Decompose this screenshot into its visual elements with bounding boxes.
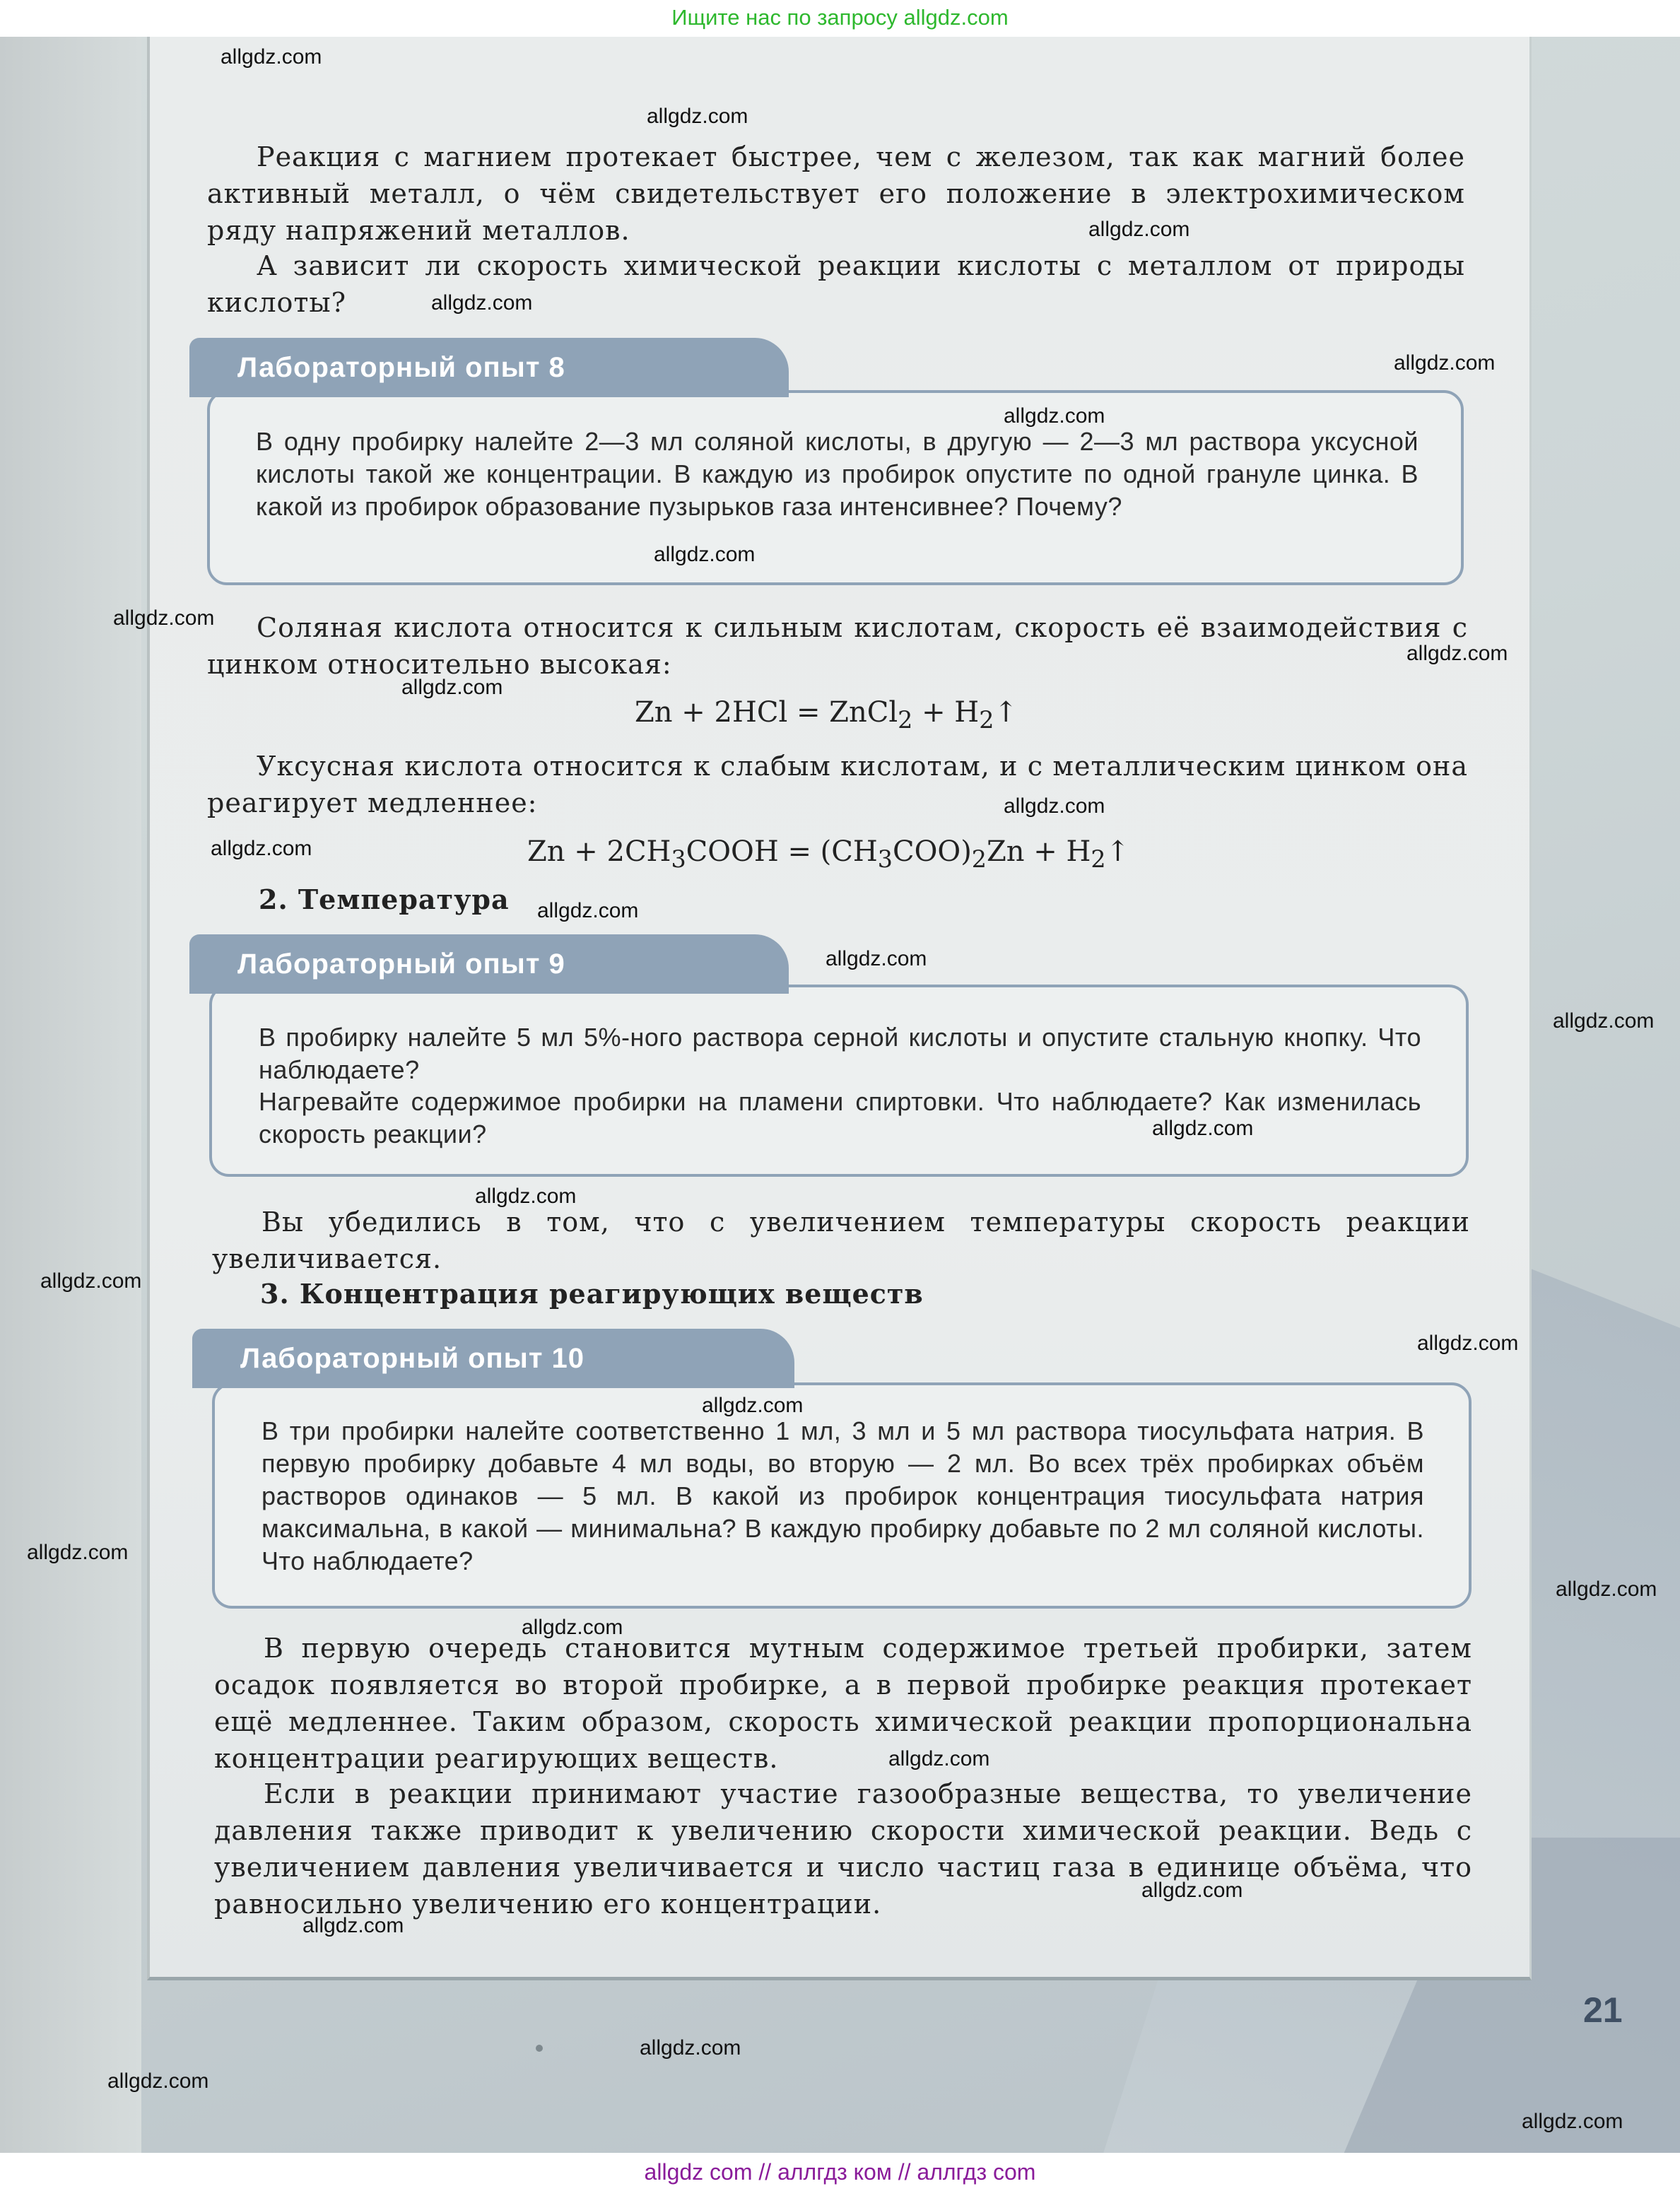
watermark: allgdz.com: [640, 2036, 741, 2060]
paragraph-acetic: Уксусная кислота относится к слабым кислотам, и с металлическим цинком она реагирует медленнее:: [207, 751, 1468, 818]
watermark: allgdz.com: [1141, 1879, 1243, 1902]
watermark: allgdz.com: [1394, 351, 1496, 375]
formula-zn-hcl: Zn + 2HCl = ZnCl$_2$ + $H_2↑$: [635, 696, 1018, 734]
watermark: allgdz.com: [888, 1747, 990, 1770]
watermark: allgdz.com: [1417, 1332, 1519, 1355]
watermark: allgdz.com: [211, 837, 312, 860]
watermark: allgdz.com: [401, 676, 503, 699]
paragraph-concentration-result: В первую очередь становится мутным содержимое третьей пробирки, затем осадок появляется во второй пробирке, а в первой пробирке реакция протекает ещё медленнее. Таким образом, скорость химической реакции пропорциональна концентрации реагирующих веществ.: [214, 1633, 1472, 1774]
watermark: allgdz.com: [702, 1394, 804, 1417]
lab-8-text: В одну пробирку налейте 2—3 мл соляной кислоты, в другую — 2—3 мл раствора уксусной кислоты такой же концентрации. В каждую из пробирок опустите по одной грануле цинка. В какой из пробирок образование пузырьков газа интенсивнее? Почему?: [256, 427, 1418, 521]
watermark: allgdz.com: [40, 1269, 142, 1293]
watermark: allgdz.com: [647, 105, 748, 128]
paragraph-magnesium: Реакция с магнием протекает быстрее, чем с железом, так как магний более активный металл, о чём свидетельствует его положение в электрохимическом ряду напряжений металлов.: [207, 141, 1465, 246]
watermark: allgdz.com: [1004, 404, 1105, 428]
watermark: allgdz.com: [431, 291, 533, 315]
watermark: allgdz.com: [221, 45, 322, 69]
page-dot: [536, 2045, 543, 2052]
watermark: allgdz.com: [27, 1541, 129, 1564]
watermark: allgdz.com: [537, 899, 639, 922]
formula-zn-acetic: $Zn + 2CH_3COOH = (CH_3COO)_2Zn$ + $H_2↑$: [527, 835, 1130, 873]
watermark: allgdz.com: [302, 1914, 404, 1937]
lab-10-text: В три пробирки налейте соответственно 1 мл, 3 мл и 5 мл раствора тиосульфата натрия. В первую пробирку добавьте 4 мл воды, во вторую — 2 мл. Во всех трёх пробирках объём растворов одинаков — 5 мл. В какой из пробирок концентрация тиосульфата натрия максимальна, в какой — минимальна? В каждую пробирку добавьте по 2 мл соляной кислоты. Что наблюдаете?: [262, 1416, 1424, 1575]
watermark: allgdz.com: [1152, 1117, 1254, 1140]
paragraph-question: А зависит ли скорость химической реакции кислоты с металлом от природы кислоты?: [207, 250, 1465, 318]
watermark: allgdz.com: [1556, 1578, 1657, 1601]
footer-links[interactable]: allgdz com // аллгдз ком // аллгдз com: [0, 2153, 1680, 2191]
top-banner[interactable]: Ищите нас по запросу allgdz.com: [671, 5, 1009, 30]
lab-8-title: Лабораторный опыт 8: [189, 338, 789, 397]
lab-10-title: Лабораторный опыт 10: [192, 1329, 794, 1388]
watermark: allgdz.com: [113, 606, 215, 630]
lab-9-title: Лабораторный опыт 9: [189, 934, 789, 994]
watermark: allgdz.com: [1522, 2110, 1623, 2133]
watermark: allgdz.com: [1004, 794, 1105, 818]
paragraph-temperature-result: Вы убедились в том, что с увеличением температуры скорость реакции увеличивается.: [212, 1206, 1470, 1274]
watermark: allgdz.com: [522, 1616, 623, 1639]
heading-concentration: 3. Концентрация реагирующих веществ: [260, 1278, 924, 1310]
watermark: allgdz.com: [107, 2069, 209, 2093]
watermark: allgdz.com: [475, 1185, 577, 1208]
lab-9-text-2: Нагревайте содержимое пробирки на пламени спиртовки. Что наблюдаете? Как изменилась скорость реакции?: [259, 1087, 1421, 1149]
left-page-edge: [0, 37, 141, 2157]
watermark: allgdz.com: [826, 947, 927, 970]
lab-9-text-1: В пробирку налейте 5 мл 5%-ного раствора серной кислоты и опустите стальную кнопку. Что наблюдаете?: [259, 1023, 1421, 1084]
heading-temperature: 2. Температура: [259, 883, 510, 915]
watermark: allgdz.com: [654, 543, 756, 566]
watermark: allgdz.com: [1553, 1009, 1655, 1033]
paragraph-hcl: Соляная кислота относится к сильным кислотам, скорость её взаимодействия с цинком относительно высокая:: [207, 612, 1468, 680]
watermark: allgdz.com: [1088, 218, 1190, 241]
watermark: allgdz.com: [1406, 642, 1508, 665]
page-number: 21: [1583, 1990, 1623, 2030]
paragraph-pressure: Если в реакции принимают участие газообразные вещества, то увеличение давления также приводит к увеличению скорости химической реакции. Ведь с увеличением давления увеличивается и число частиц газа в единице объёма, что равносильно увеличению его концентрации.: [214, 1778, 1472, 1920]
